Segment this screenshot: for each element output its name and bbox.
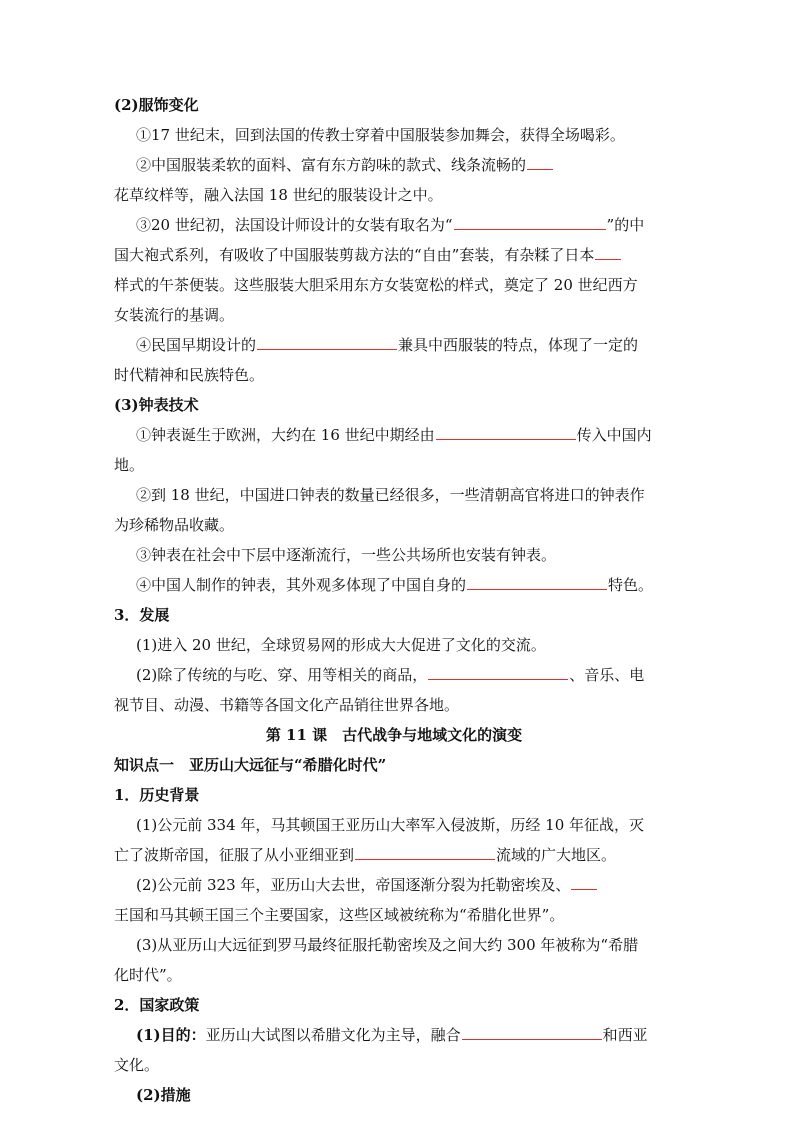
paragraph: (1)公元前 334 年，马其顿国王亚历山大率军入侵波斯，历经 10 年征战，灭 [136, 816, 645, 834]
paragraph: 花草纹样等，融入法国 18 世纪的服装设计之中。 [114, 186, 443, 204]
paragraph: 国大袍式系列，有吸收了中国服装剪裁方法的“自由”套装，有杂糅了日本 [114, 240, 674, 270]
paragraph: (2)公元前 323 年，亚历山大去世，帝国逐渐分裂为托勒密埃及、 [114, 870, 674, 900]
fill-blank[interactable] [355, 844, 495, 860]
section-heading-background: 1．历史背景 [114, 786, 200, 804]
fill-blank[interactable] [428, 664, 568, 680]
paragraph: (1)进入 20 世纪，全球贸易网的形成大大促进了文化的交流。 [136, 636, 546, 654]
fill-blank[interactable] [257, 334, 397, 350]
section-heading-clock: (3)钟表技术 [114, 396, 199, 414]
paragraph: 化时代”。 [114, 966, 182, 984]
fill-blank[interactable] [527, 154, 553, 170]
fill-blank[interactable] [467, 574, 607, 590]
paragraph: 地。 [114, 456, 145, 474]
paragraph: 时代精神和民族特色。 [114, 366, 265, 384]
paragraph: 文化。 [114, 1056, 160, 1074]
paragraph: (1)目的：亚历山大试图以希腊文化为主导，融合 和西亚 [136, 1026, 648, 1044]
paragraph: ④中国人制作的钟表，其外观多体现了中国自身的 特色。 [136, 576, 654, 594]
paragraph: ③钟表在社会中下层中逐渐流行，一些公共场所也安装有钟表。 [136, 546, 557, 564]
fill-blank[interactable] [595, 244, 621, 260]
knowledge-point-heading: 知识点一 亚历山大远征与“希腊化时代” [114, 756, 387, 774]
paragraph: 王国和马其顿王国三个主要国家，这些区域被统称为“希腊化世界”。 [114, 906, 565, 924]
paragraph: 亡了波斯帝国，征服了从小亚细亚到 流域的广大地区。 [114, 846, 617, 864]
fill-blank[interactable] [571, 874, 597, 890]
paragraph: ①17 世纪末，回到法国的传教士穿着中国服装参加舞会，获得全场喝彩。 [136, 126, 625, 144]
paragraph: 女装流行的基调。 [114, 306, 235, 324]
paragraph: 样式的午茶便装。这些服装大胆采用东方女装宽松的样式，奠定了 20 世纪西方 [114, 276, 638, 294]
lesson-title: 第 11 课 古代战争与地域文化的演变 [265, 726, 523, 744]
paragraph: (3)从亚历山大远征到罗马最终征服托勒密埃及之间大约 300 年被称为“希腊 [136, 936, 639, 954]
paragraph: 视节目、动漫、书籍等各国文化产品销往世界各地。 [114, 696, 460, 714]
paragraph: 为珍稀物品收藏。 [114, 516, 235, 534]
fill-blank[interactable] [454, 214, 606, 230]
paragraph: ③20 世纪初，法国设计师设计的女装有取名为“ ”的中 [136, 216, 645, 234]
section-heading-clothing: (2)服饰变化 [114, 96, 199, 114]
fill-blank[interactable] [436, 424, 576, 440]
sub-heading-measures: (2)措施 [136, 1086, 191, 1104]
document-body [114, 90, 674, 1110]
paragraph: ②中国服装柔软的面料、富有东方韵味的款式、线条流畅的 [114, 150, 674, 180]
paragraph: ①钟表诞生于欧洲，大约在 16 世纪中期经由 传入中国内 [136, 426, 652, 444]
section-heading-development: 3．发展 [114, 606, 170, 624]
paragraph: ④民国早期设计的 兼具中西服装的特点，体现了一定的 [136, 336, 639, 354]
paragraph: (2)除了传统的与吃、穿、用等相关的商品， 、音乐、电 [136, 666, 645, 684]
section-heading-policy: 2．国家政策 [114, 996, 200, 1014]
paragraph: ②到 18 世纪，中国进口钟表的数量已经很多，一些清朝高官将进口的钟表作 [136, 486, 645, 504]
fill-blank[interactable] [462, 1024, 602, 1040]
